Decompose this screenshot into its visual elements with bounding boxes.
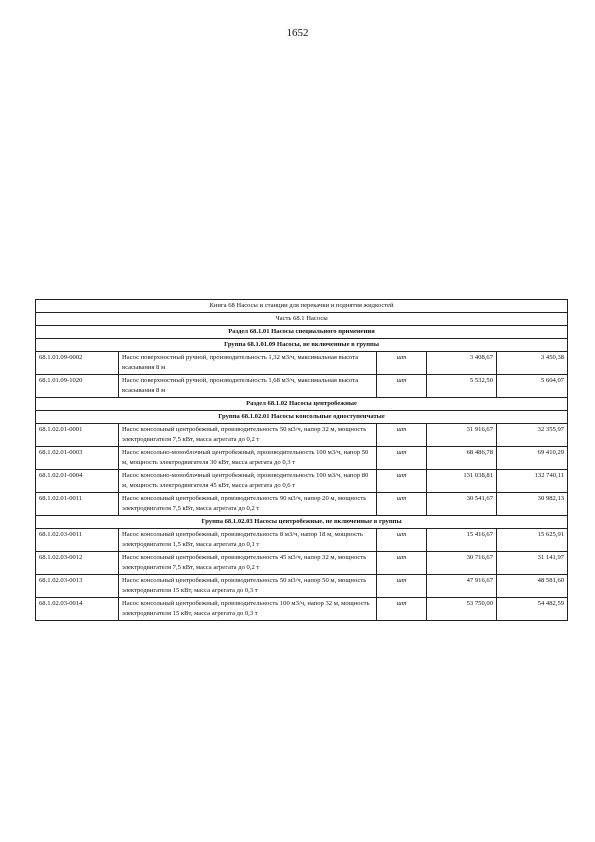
item-unit: шт <box>377 424 427 447</box>
item-price-2: 48 581,60 <box>497 575 568 598</box>
item-price-2: 30 982,13 <box>497 493 568 516</box>
item-code: 68.1.01.09-0002 <box>36 352 119 375</box>
item-code: 68.1.02.03-0011 <box>36 529 119 552</box>
table-row <box>36 424 568 447</box>
section-title: Раздел 68.1.02 Насосы центробежные <box>36 398 568 411</box>
section-title: Раздел 68.1.01 Насосы специального применения <box>36 326 568 339</box>
item-name: Насос консольный центробежный, производительность 90 м3/ч, напор 20 м, мощность электродвигателя 7,5 кВт, масса агрегата до 0,2 т <box>119 493 377 516</box>
group-title: Группа 68.1.01.09 Насосы, не включенные в группы <box>36 339 568 352</box>
item-unit: шт <box>377 493 427 516</box>
page-number: 1652 <box>286 27 309 39</box>
table-row <box>36 493 568 516</box>
price-table <box>35 299 568 621</box>
part-title: Часть 68.1 Насосы <box>36 313 568 326</box>
item-price-2: 31 141,97 <box>497 552 568 575</box>
part-title-row <box>36 313 568 326</box>
group-title: Группа 68.1.02.01 Насосы консольные одноступенчатые <box>36 411 568 424</box>
item-name: Насос поверхностный ручной, производительность 1,68 м3/ч, максимальная высота всасывания 8 м <box>119 375 377 398</box>
item-price-2: 5 604,07 <box>497 375 568 398</box>
group-row <box>36 411 568 424</box>
item-price-1: 30 541,67 <box>427 493 497 516</box>
item-code: 68.1.02.01-0003 <box>36 447 119 470</box>
table-row <box>36 375 568 398</box>
item-code: 68.1.02.03-0012 <box>36 552 119 575</box>
table-row <box>36 447 568 470</box>
item-code: 68.1.02.01-0001 <box>36 424 119 447</box>
item-price-1: 68 486,78 <box>427 447 497 470</box>
group-title: Группа 68.1.02.03 Насосы центробежные, не включенные в группы <box>36 516 568 529</box>
item-name: Насос консольный центробежный, производительность 8 м3/ч, напор 18 м, мощность электродвигателя 1,5 кВт, масса агрегата до 0,1 т <box>119 529 377 552</box>
table-row <box>36 470 568 493</box>
item-price-1: 31 916,67 <box>427 424 497 447</box>
item-price-2: 32 355,97 <box>497 424 568 447</box>
section-row <box>36 398 568 411</box>
item-code: 68.1.02.01-0011 <box>36 493 119 516</box>
item-unit: шт <box>377 575 427 598</box>
item-name: Насос консольный центробежный, производительность 50 м3/ч, напор 32 м, мощность электродвигателя 7,5 кВт, масса агрегата до 0,2 т <box>119 424 377 447</box>
item-price-1: 3 408,67 <box>427 352 497 375</box>
group-row <box>36 339 568 352</box>
item-code: 68.1.02.03-0013 <box>36 575 119 598</box>
item-unit: шт <box>377 447 427 470</box>
item-unit: шт <box>377 529 427 552</box>
group-row <box>36 516 568 529</box>
item-price-1: 131 038,81 <box>427 470 497 493</box>
item-unit: шт <box>377 375 427 398</box>
item-unit: шт <box>377 598 427 621</box>
item-price-1: 30 716,67 <box>427 552 497 575</box>
item-name: Насос консольный центробежный, производительность 100 м3/ч, напор 32 м, мощность электродвигателя 15 кВт, масса агрегата до 0,3 т <box>119 598 377 621</box>
item-price-2: 132 740,11 <box>497 470 568 493</box>
item-unit: шт <box>377 352 427 375</box>
item-code: 68.1.01.09-1020 <box>36 375 119 398</box>
table-row <box>36 352 568 375</box>
table-row <box>36 575 568 598</box>
table-row <box>36 529 568 552</box>
item-unit: шт <box>377 470 427 493</box>
book-title-row <box>36 300 568 313</box>
item-name: Насос консольно-моноблочный центробежный, производительность 100 м3/ч, напор 50 м, мощность электродвигателя 30 кВт, масса агрегата до 0,3 т <box>119 447 377 470</box>
item-name: Насос консольный центробежный, производительность 50 м3/ч, напор 50 м, мощность электродвигателя 15 кВт, масса агрегата до 0,3 т <box>119 575 377 598</box>
item-name: Насос консольно-моноблочный центробежный, производительность 100 м3/ч, напор 80 м, мощность электродвигателя 45 кВт, масса агрегата до 0,6 т <box>119 470 377 493</box>
item-price-2: 69 410,29 <box>497 447 568 470</box>
item-name: Насос консольный центробежный, производительность 45 м3/ч, напор 32 м, мощность электродвигателя 7,5 кВт, масса агрегата до 0,2 т <box>119 552 377 575</box>
table-row <box>36 552 568 575</box>
item-price-2: 54 482,59 <box>497 598 568 621</box>
item-price-1: 15 416,67 <box>427 529 497 552</box>
item-price-2: 15 625,91 <box>497 529 568 552</box>
item-price-2: 3 450,38 <box>497 352 568 375</box>
item-code: 68.1.02.03-0014 <box>36 598 119 621</box>
section-row <box>36 326 568 339</box>
item-unit: шт <box>377 552 427 575</box>
item-price-1: 5 532,50 <box>427 375 497 398</box>
item-name: Насос поверхностный ручной, производительность 1,32 м3/ч, максимальная высота всасывания 8 м <box>119 352 377 375</box>
item-code: 68.1.02.01-0004 <box>36 470 119 493</box>
item-price-1: 47 916,67 <box>427 575 497 598</box>
table-row <box>36 598 568 621</box>
book-title: Книга 68 Насосы и станции для перекачки и поднятия жидкостей <box>36 300 568 313</box>
item-price-1: 53 750,00 <box>427 598 497 621</box>
